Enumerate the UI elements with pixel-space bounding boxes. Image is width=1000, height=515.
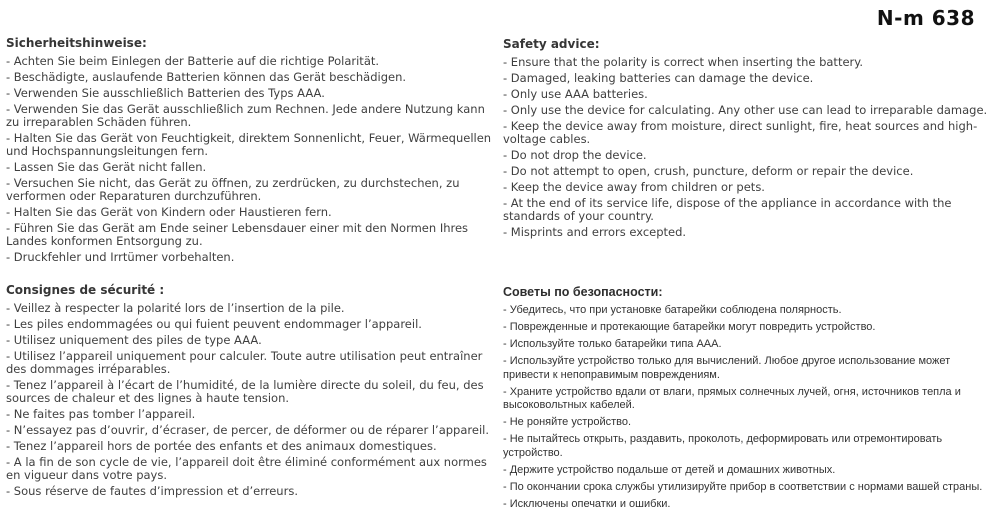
section-french (6, 283, 493, 498)
safety-item: - Utilisez l’appareil uniquement pour calculer. Toute autre utilisation peut entraîner des dommages irréparables. (6, 349, 483, 376)
safety-item: - Поврежденные и протекающие батарейки могут повредить устройство. (503, 321, 876, 333)
safety-item: - Не пытайтесь открыть, раздавить, проколоть, деформировать или отремонтировать устройство. (503, 433, 943, 459)
safety-item: - Druckfehler und Irrtümer vorbehalten. (6, 250, 235, 264)
safety-item: - Держите устройство подальше от детей и домашних животных. (503, 463, 836, 476)
safety-item: - Убедитесь, что при установке батарейки соблюдена полярность. (503, 304, 842, 316)
safety-item: - Tenez l’appareil hors de portée des enfants et des animaux domestiques. (6, 439, 437, 453)
safety-item: - Не роняйте устройство. (503, 416, 632, 428)
safety-item: - Verwenden Sie ausschließlich Batterien des Typs AAA. (6, 86, 325, 100)
safety-item: - Only use AAA batteries. (503, 87, 648, 101)
right-column (503, 0, 995, 515)
safety-item: - Ensure that the polarity is correct when inserting the battery. (503, 55, 864, 69)
safety-item: - Only use the device for calculating. Any other use can lead to irreparable damage. (503, 103, 988, 117)
safety-item: - Halten Sie das Gerät von Feuchtigkeit, direktem Sonnenlicht, Feuer, Wärmequellen und Hochspannungsleitungen fern. (6, 131, 492, 158)
safety-item: - Lassen Sie das Gerät nicht fallen. (6, 160, 207, 174)
safety-item: - Do not attempt to open, crush, puncture, deform or repair the device. (503, 164, 914, 178)
german-section-items (6, 55, 493, 264)
english-section-title: Safety advice: (503, 37, 600, 51)
safety-item: - Les piles endommagées ou qui fuient peuvent endommager l’appareil. (6, 317, 422, 331)
section-english (503, 37, 995, 239)
safety-item: - Führen Sie das Gerät am Ende seiner Lebensdauer einer mit den Normen Ihres Landes konformen Entsorgung zu. (6, 221, 469, 248)
safety-item: - Используйте только батарейки типа AAA. (503, 338, 722, 350)
french-section-title: Consignes de sécurité : (6, 283, 165, 297)
safety-item: - Sous réserve de fautes d’impression et d’erreurs. (6, 484, 298, 498)
safety-item: - По окончании срока службы утилизируйте прибор в соответствии с нормами вашей страны. (503, 480, 983, 493)
section-german (6, 36, 493, 264)
safety-item: - Keep the device away from children or pets. (503, 180, 765, 194)
safety-item: - A la fin de son cycle de vie, l’appareil doit être éliminé conformément aux normes en vigueur dans votre pays. (6, 455, 487, 482)
russian-section-items (503, 304, 995, 511)
french-section-items (6, 302, 493, 498)
safety-item: - Versuchen Sie nicht, das Gerät zu öffnen, zu zerdrücken, zu durchstechen, zu verformen oder Reparaturen durchzuführen. (6, 176, 460, 203)
safety-item: - Beschädigte, auslaufende Batterien können das Gerät beschädigen. (6, 70, 407, 84)
german-section-title: Sicherheitshinweise: (6, 36, 147, 50)
left-column (6, 36, 493, 501)
model-number: N-m 638 (876, 6, 975, 30)
safety-item: - Храните устройство вдали от влаги, прямых солнечных лучей, огня, источников тепла и высоковольтных кабелей. (503, 385, 961, 411)
safety-item: - Misprints and errors excepted. (503, 225, 687, 239)
safety-item: - Verwenden Sie das Gerät ausschließlich zum Rechnen. Jede andere Nutzung kann zu irreparablen Schäden führen. (6, 102, 485, 129)
safety-item: - Ne faites pas tomber l’appareil. (6, 407, 196, 421)
safety-item: - Halten Sie das Gerät von Kindern oder Haustieren fern. (6, 205, 332, 219)
safety-item: - N’essayez pas d’ouvrir, d’écraser, de percer, de déformer ou de réparer l’appareil. (6, 423, 489, 437)
safety-item: - Achten Sie beim Einlegen der Batterie auf die richtige Polarität. (6, 54, 380, 68)
safety-item: - Damaged, leaking batteries can damage the device. (503, 71, 814, 85)
safety-item: - Keep the device away from moisture, direct sunlight, fire, heat sources and high-voltage cables. (503, 119, 978, 146)
russian-section-title: Советы по безопасности: (503, 285, 663, 299)
safety-item: - At the end of its service life, dispose of the appliance in accordance with the standards of your country. (503, 196, 952, 223)
english-section-items (503, 56, 995, 239)
safety-item: - Do not drop the device. (503, 148, 647, 162)
safety-item: - Tenez l’appareil à l’écart de l’humidité, de la lumière directe du soleil, du feu, des sources de chaleur et des lignes à haute tension. (6, 378, 484, 405)
section-russian (503, 285, 995, 511)
safety-item: - Используйте устройство только для вычислений. Любое другое использование может привести к непоправимым повреждениям. (503, 355, 951, 381)
safety-item: - Utilisez uniquement des piles de type AAA. (6, 333, 262, 347)
safety-item: - Veillez à respecter la polarité lors de l’insertion de la pile. (6, 301, 345, 315)
safety-item: - Исключены опечатки и ошибки. (503, 497, 671, 510)
